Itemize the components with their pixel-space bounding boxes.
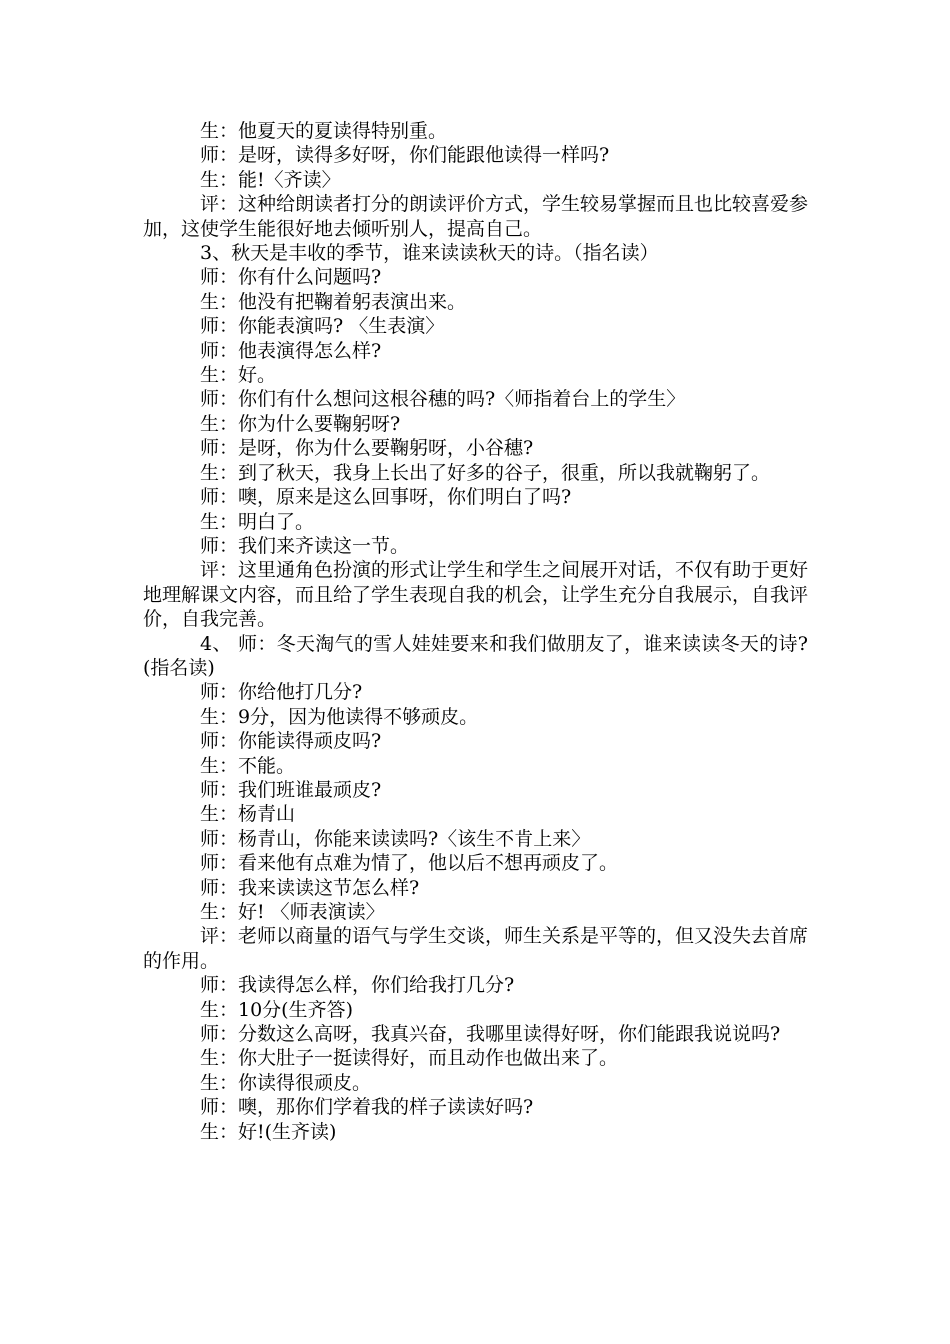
paragraph: 生：他夏天的夏读得特别重。 [200, 120, 448, 142]
paragraph: 师：噢，原来是这么回事呀，你们明白了吗? [200, 486, 572, 509]
paragraph: 师：我来读读这节怎么样? [200, 876, 420, 899]
paragraph: 评：这里通角色扮演的形式让学生和学生之间展开对话，不仅有助于更好地理解课文内容，而且给了学生表现自我的机会，让学生充分自我展示，自我评价，自我完善。 [143, 559, 809, 631]
paragraph: 师：是呀，你为什么要鞠躬呀，小谷穗? [200, 437, 534, 460]
paragraph: 生：明白了。 [200, 510, 315, 533]
paragraph: 师：噢，那你们学着我的样子读读好吗? [200, 1096, 534, 1119]
paragraph: 生：杨青山 [200, 803, 296, 826]
paragraph: 师：他表演得怎么样? [200, 339, 382, 362]
paragraph: 师：你能读得顽皮吗? [200, 730, 382, 753]
paragraph: 生：好。 [200, 364, 277, 387]
paragraph: 师：你有什么问题吗? [200, 266, 382, 289]
paragraph: 生：到了秋天，我身上长出了好多的谷子，很重，所以我就鞠躬了。 [200, 461, 771, 484]
paragraph: 生：10分(生齐答) [200, 998, 354, 1021]
paragraph: 师：分数这么高呀，我真兴奋，我哪里读得好呀，你们能跟我说说吗? [200, 1023, 781, 1046]
paragraph: 生：不能。 [200, 754, 296, 777]
paragraph: 生：他没有把鞠着躬表演出来。 [200, 290, 467, 313]
paragraph: 生：你大肚子一挺读得好，而且动作也做出来了。 [200, 1047, 619, 1070]
paragraph: 评：这种给朗读者打分的朗读评价方式，学生较易掌握而且也比较喜爱参加，这使学生能很好地去倾听别人，提高自己。 [143, 193, 809, 240]
document-body [143, 119, 808, 1144]
paragraph: 师：我读得怎么样，你们给我打几分? [200, 974, 515, 997]
paragraph: 师：你能表演吗? 〈生表演〉 [200, 315, 445, 338]
paragraph: 生：能!〈齐读〉 [200, 168, 341, 191]
paragraph: 生：你读得很顽皮。 [200, 1071, 372, 1094]
paragraph: 生：好!(生齐读) [200, 1120, 337, 1143]
paragraph: 生：你为什么要鞠躬呀? [200, 412, 401, 435]
paragraph: 师：我们来齐读这一节。 [200, 534, 410, 557]
paragraph: 3、秋天是丰收的季节，谁来读读秋天的诗。（指名读） [200, 242, 659, 265]
paragraph: 生：好! 〈师表演读〉 [200, 901, 385, 923]
paragraph: 师：杨青山，你能来读读吗?〈该生不肯上来〉 [200, 827, 591, 850]
paragraph: 师：是呀，读得多好呀，你们能跟他读得一样吗? [200, 144, 610, 167]
paragraph: 评：老师以商量的语气与学生交谈，师生关系是平等的，但又没失去首席的作用。 [143, 925, 809, 972]
paragraph: 师：你给他打几分? [200, 681, 363, 704]
paragraph: 师：你们有什么想问这根谷穗的吗?〈师指着台上的学生〉 [200, 388, 686, 411]
paragraph: 生：9分，因为他读得不够顽皮。 [200, 705, 479, 728]
paragraph: 4、 师：冬天淘气的雪人娃娃要来和我们做朋友了，谁来读读冬天的诗?(指名读) [143, 632, 808, 679]
paragraph: 师：看来他有点难为情了，他以后不想再顽皮了。 [200, 852, 619, 875]
paragraph: 师：我们班谁最顽皮? [200, 778, 382, 801]
